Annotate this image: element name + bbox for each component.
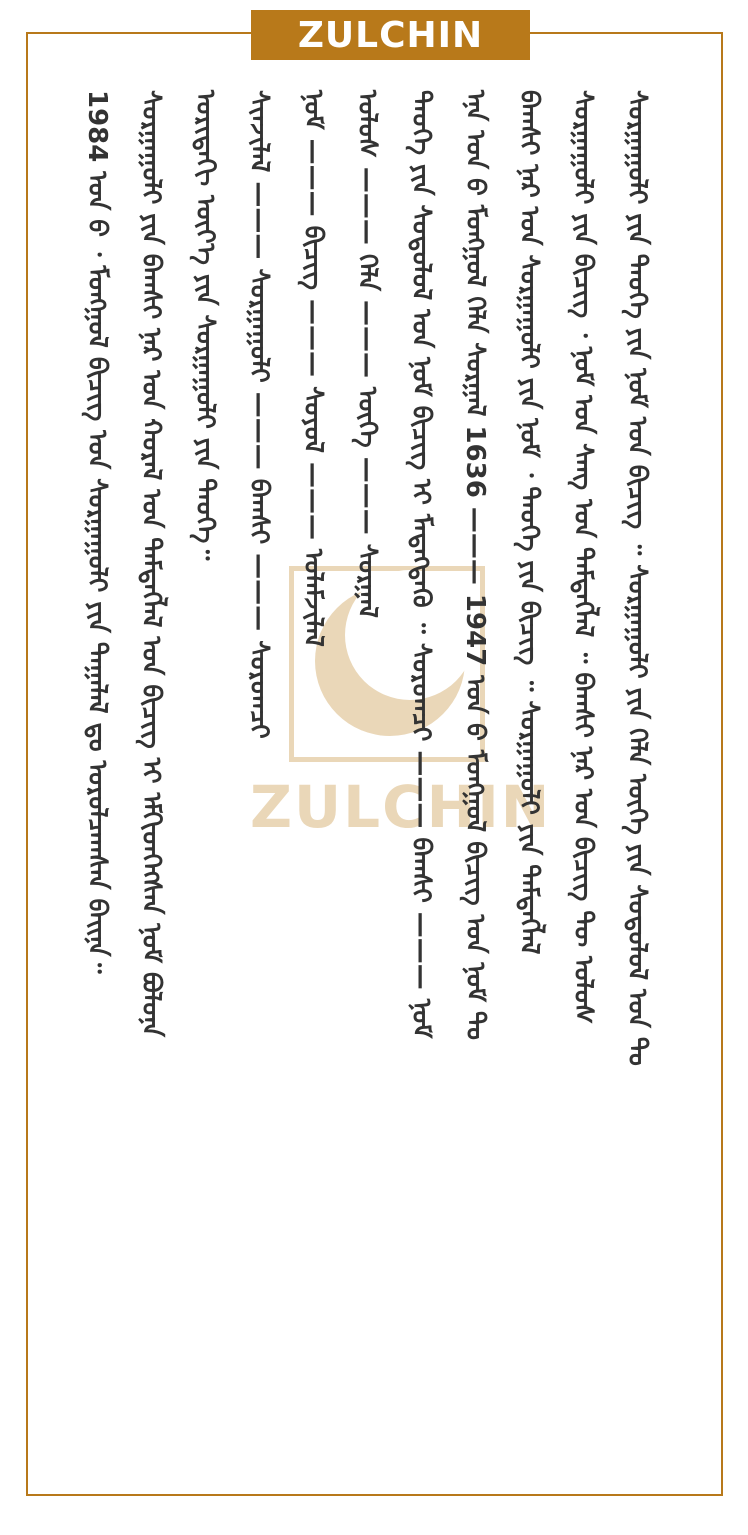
text-column: ᠲᠡᠦᠬᠡ ᠶᠢᠨ ᠰᠤᠳᠤᠯᠤᠯ ᠤᠨ ᠨᠣᠮ ᠪᠢᠴᠢᠭ ᠢ ᠮᠡᠳᠡᠭᠳᠡᠬᠦ ᠃ ᠰᠤᠷᠤᠭᠴᠢ ——— ᠪᠠᠭᠰᠢ ——— ᠨᠣᠮ — [406, 90, 436, 1039]
text-column: ᠰᠤᠷᠭᠠᠭᠤᠯᠢ ᠶᠢᠨ ᠪᠢᠴᠢᠭ ᠂ ᠨᠣᠮ ᠤᠨ ᠰᠠᠩ ᠤᠨ ᠲᠡᠮᠳᠡᠭᠯᠡᠯ ᠃ ᠪᠠᠭᠰᠢ ᠨᠠᠷ ᠤᠨ ᠪᠢᠴᠢᠭ ᠲᠦ ᠤᠯᠤᠰ — [568, 90, 598, 1024]
text-column: ᠤᠯᠤᠰ ——— ᠬᠡᠯᠡ ——— ᠦᠭᠡ ——— ᠰᠤᠷᠭᠠᠯ — [352, 90, 382, 618]
text-column: ᠪᠠᠭᠰᠢ ᠨᠠᠷ ᠤᠨ ᠰᠤᠷᠭᠠᠭᠤᠯᠢ ᠶᠢᠨ ᠨᠣᠮ ᠂ ᠲᠡᠦᠬᠡ ᠶᠢᠨ ᠪᠢᠴᠢᠭ ᠃ ᠰᠤᠷᠭᠠᠭᠤᠯᠢ ᠶᠢᠨ ᠲᠡᠮᠳᠡᠭᠯᠡᠯ — [514, 90, 544, 955]
text-column: ᠰᠤᠷᠭᠠᠭᠤᠯᠢ ᠶᠢᠨ ᠪᠠᠭᠰᠢ ᠨᠠᠷ ᠤᠨ ᠬᠤᠷᠠᠯ ᠤᠨ ᠲᠡᠮᠳᠡᠭᠯᠡᠯ ᠤᠨ ᠪᠢᠴᠢᠭ ᠢ ᠡᠮᠬᠢᠳᠬᠡᠭᠰᠡᠨ ᠨᠣᠮ ᠪᠣᠯᠤᠨᠠ — [136, 90, 166, 1038]
text-column: ᠰᠤᠷᠭᠠᠭᠤᠯᠢ ᠶᠢᠨ ᠲᠡᠦᠬᠡ ᠶᠢᠨ ᠨᠣᠮ ᠤᠨ ᠪᠢᠴᠢᠭ ᠃ ᠰᠤᠷᠭᠠᠭᠤᠯᠢ ᠶᠢᠨ ᠬᠡᠯᠡ ᠦᠭᠡ ᠶᠢᠨ ᠰᠤᠳᠤᠯᠤᠯ ᠤᠨ ᠲᠤ — [622, 90, 652, 1066]
text-column: ᠤᠷᠢᠳᠠᠬᠢ ᠦᠶ᠎ᠡ ᠶᠢᠨ ᠰᠤᠷᠭᠠᠭᠤᠯᠢ ᠶᠢᠨ ᠲᠡᠦᠬᠡ᠃ — [190, 90, 220, 561]
title-banner: ZULCHIN — [251, 10, 530, 60]
watermark-text: ZULCHIN — [250, 773, 552, 841]
text-column: 1984 ᠣᠨ ᠤ᠋ ᠂ ᠮᠣᠩᠭᠣᠯ ᠪᠢᠴᠢᠭ ᠤᠨ ᠰᠤᠷᠭᠠᠭᠤᠯᠢ ᠶᠢᠨ ᠲᠠᠭᠠᠯᠠᠯ ᠳᠤ ᠣᠷᠣᠯᠴᠠᠭᠰᠠᠨ ᠪᠠᠢᠨᠠ᠃ — [82, 90, 112, 974]
vertical-text-body — [70, 90, 652, 1450]
text-column: ᠰᠢᠨᠵᠢᠯᠡᠯ ——— ᠰᠤᠷᠭᠠᠭᠤᠯᠢ ——— ᠪᠠᠭᠰᠢ ——— ᠰᠤᠷᠤᠭᠴᠢ — [244, 90, 274, 739]
text-column: ᠡᠨᠡ ᠣᠨ ᠤ᠋ ᠮᠣᠩᠭᠣᠯ ᠬᠡᠯᠡ ᠰᠤᠷᠭᠠᠯ 1636 ——— 1947 ᠣᠨ ᠤ᠋ ᠮᠣᠩᠭᠣᠯ ᠪᠢᠴᠢᠭ ᠤᠨ ᠨᠣᠮ ᠲᠤ — [460, 90, 490, 1040]
text-column: ᠨᠣᠮ ——— ᠪᠢᠴᠢᠭ ——— ᠰᠣᠶᠣᠯ ——— ᠤᠯᠠᠮᠵᠢᠯᠠᠯ — [298, 90, 328, 647]
